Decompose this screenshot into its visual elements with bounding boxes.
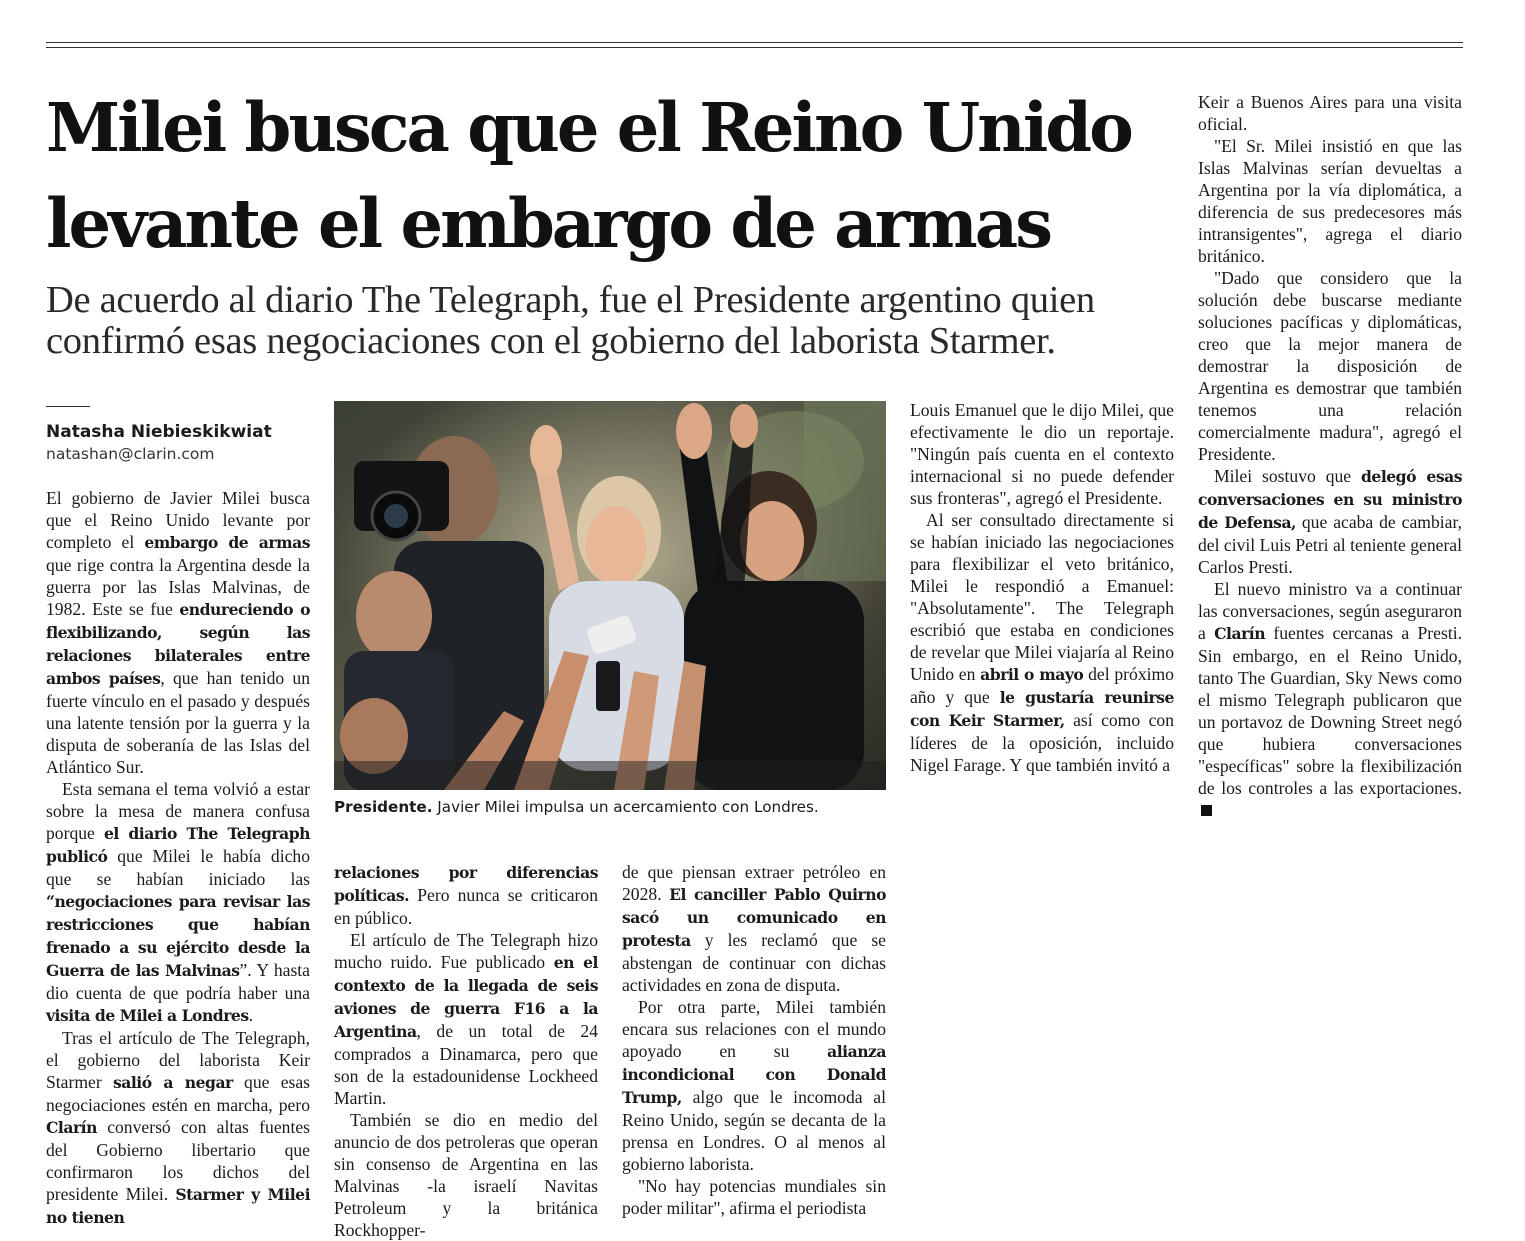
bold-text: el diario The Telegraph publicó (46, 824, 310, 866)
body-text: fuentes cercanas a Presti. Sin embargo, en el Reino Unido, tanto The Guardian, Sky News como el mismo Telegraph publicaron que un portavoz de Downing Street negó que hubiera conversaciones "específicas" sobre la flexibilización de los controles a las exportaciones. (1198, 623, 1462, 798)
body-text: El artículo de The Telegraph hizo mucho ruido. Fue publicado (334, 930, 598, 972)
caption-label: Presidente. (334, 798, 433, 816)
deck-subtitle: De acuerdo al diario The Telegraph, fue el Presidente argentino quien confirmó esas negociaciones con el gobierno del laborista Starmer. (46, 279, 1095, 362)
body-text: y les reclamó que se abstengan de continuar con dichas actividades en zona de disputa. (622, 930, 886, 995)
body-text: que Milei le había dicho que se habían iniciado las (46, 846, 310, 889)
body-text: del próximo año y que (910, 664, 1174, 707)
bold-text: “negociaciones para revisar las restricciones que habían frenado a su ejército desde la Guerra de las Malvinas (46, 892, 310, 980)
paragraph (334, 1109, 598, 1241)
paragraph (1198, 91, 1462, 135)
paragraph (910, 399, 1174, 509)
paragraph (622, 996, 886, 1175)
body-text: Por otra parte, Milei también encara sus relaciones con el mundo apoyado en su (622, 997, 886, 1061)
headline: Milei busca que el Reino Unido levante el embargo de armas (46, 88, 1131, 263)
column-5 (1198, 91, 1462, 821)
paragraph (622, 861, 886, 996)
top-rule (46, 42, 1463, 43)
body-text: "El Sr. Milei insistió en que las Islas Malvinas serían devueltas a Argentina por la vía diplomática, a diferencia de sus predecesores más intransigentes", agrega el diario británico. (1198, 136, 1462, 266)
body-text: Esta semana el tema volvió a estar sobre la mesa de manera confusa porque (46, 779, 310, 843)
bold-text: en el contexto de la llegada de seis aviones de guerra F16 a la Argentina (334, 953, 598, 1041)
paragraph (46, 778, 310, 1027)
body-text: conversó con altas fuentes del Gobierno libertario que confirmaron los dichos del presidente Milei. (46, 1117, 310, 1204)
paragraph (1198, 465, 1462, 578)
bold-text: abril o mayo (980, 665, 1084, 684)
bold-text: Starmer y Milei no tienen (46, 1185, 310, 1227)
body-text: , de un total de 24 comprados a Dinamarca, pero que son de la estadounidense Lockheed Martin. (334, 1021, 598, 1108)
body-text: . (248, 1005, 254, 1025)
paragraph (334, 929, 598, 1109)
body-text: El gobierno de Javier Milei busca que el Reino Unido levante por completo el (46, 488, 310, 552)
body-text: así como con líderes de la oposición, incluido Nigel Farage. Y que también invitó a (910, 710, 1174, 775)
bold-text: alianza incondicional con Donald Trump, (622, 1042, 886, 1107)
body-text: algo que le incomoda al Reino Unido, según se decanta de la prensa en Londres. O al menos al gobierno laborista. (622, 1087, 886, 1174)
body-text: Pero nunca se criticaron en público. (334, 885, 598, 928)
body-text: ”. Y hasta dio cuenta de que podría haber una (46, 960, 310, 1003)
column-1 (46, 487, 310, 1229)
body-text: que acaba de cambiar, del civil Luis Petri al teniente general Carlos Presti. (1198, 512, 1462, 577)
author-email[interactable]: natashan@clarin.com (46, 445, 215, 463)
bold-text: endureciendo o flexibilizando, según las relaciones bilaterales entre ambos países (46, 600, 310, 688)
body-text: "No hay potencias mundiales sin poder militar", afirma el periodista (622, 1176, 886, 1218)
author-name: Natasha Niebieskikwiat (46, 422, 272, 442)
bold-text: relaciones por diferencias políticas. (334, 863, 598, 905)
column-2 (334, 861, 598, 1241)
paragraph (46, 1027, 310, 1229)
paragraph (622, 1175, 886, 1219)
bold-text: El canciller Pablo Quirno sacó un comunicado en protesta (622, 885, 887, 950)
crowd-photo-illustration (334, 401, 886, 790)
body-text: Milei sostuvo que (1214, 466, 1361, 486)
body-text: que rige contra la Argentina desde la guerra por las Islas Malvinas, de 1982. Este se fue (46, 555, 310, 619)
paragraph (334, 861, 598, 929)
paragraph (46, 487, 310, 778)
bold-text: Clarín (46, 1118, 97, 1137)
column-4 (910, 399, 1174, 776)
end-of-article-mark (1201, 805, 1212, 816)
body-text: También se dio en medio del anuncio de dos petroleras que operan sin consenso de Argentina en las Malvinas -la israelí Navitas Petroleum y la británica Rockhopper- (334, 1110, 598, 1240)
body-text: Keir a Buenos Aires para una visita oficial. (1198, 92, 1462, 134)
body-text: que esas negociaciones estén en marcha, pero (46, 1072, 311, 1115)
body-text: Louis Emanuel que le dijo Milei, que efectivamente le dio un reportaje. "Ningún país cuenta en el contexto internacional si no puede defender sus fronteras", agregó el Presidente. (910, 400, 1174, 508)
paragraph (1198, 578, 1462, 821)
caption-text: Javier Milei impulsa un acercamiento con Londres. (432, 798, 819, 816)
body-text: de que piensan extraer petróleo en 2028. (622, 862, 886, 904)
body-text: El nuevo ministro va a continuar las conversaciones, según aseguraron a (1198, 579, 1462, 643)
top-rule-secondary (46, 47, 1463, 48)
body-text: , que han tenido un fuerte vínculo en el pasado y después una latente tensión por la guerra y la disputa de soberanía de las Islas del Atlántico Sur. (46, 668, 311, 777)
byline-rule (46, 406, 90, 407)
bold-text: salió a negar (112, 1073, 233, 1092)
paragraph (910, 509, 1174, 776)
photo-caption (334, 797, 894, 817)
news-photo (334, 401, 886, 790)
paragraph (1198, 135, 1462, 267)
bold-text: delegó esas conversaciones en su ministro de Defensa, (1198, 467, 1462, 532)
bold-text: le gustaría reunirse con Keir Starmer, (910, 688, 1174, 730)
column-3 (622, 861, 886, 1219)
bold-text: visita de Milei a Londres (46, 1006, 249, 1025)
byline (46, 421, 316, 465)
body-text: "Dado que considero que la solución debe buscarse mediante soluciones pacíficas y diplomáticas, creo que la mejor manera de demostrar la disposición de Argentina es demostrar que también tenemos una relación comercialmente madura", agregó el Presidente. (1198, 268, 1462, 464)
body-text: Tras el artículo de The Telegraph, el gobierno del laborista Keir Starmer (46, 1028, 310, 1092)
body-text: Al ser consultado directamente si se habían iniciado las negociaciones para flexibilizar el veto británico, Milei le respondió a Emanuel: "Absolutamente". The Telegraph escribió que estaba en condiciones de revelar que Milei viajaría al Reino Unido en (910, 510, 1174, 684)
paragraph (1198, 267, 1462, 465)
bold-text: Clarín (1214, 624, 1266, 643)
bold-text: embargo de armas (144, 533, 310, 552)
